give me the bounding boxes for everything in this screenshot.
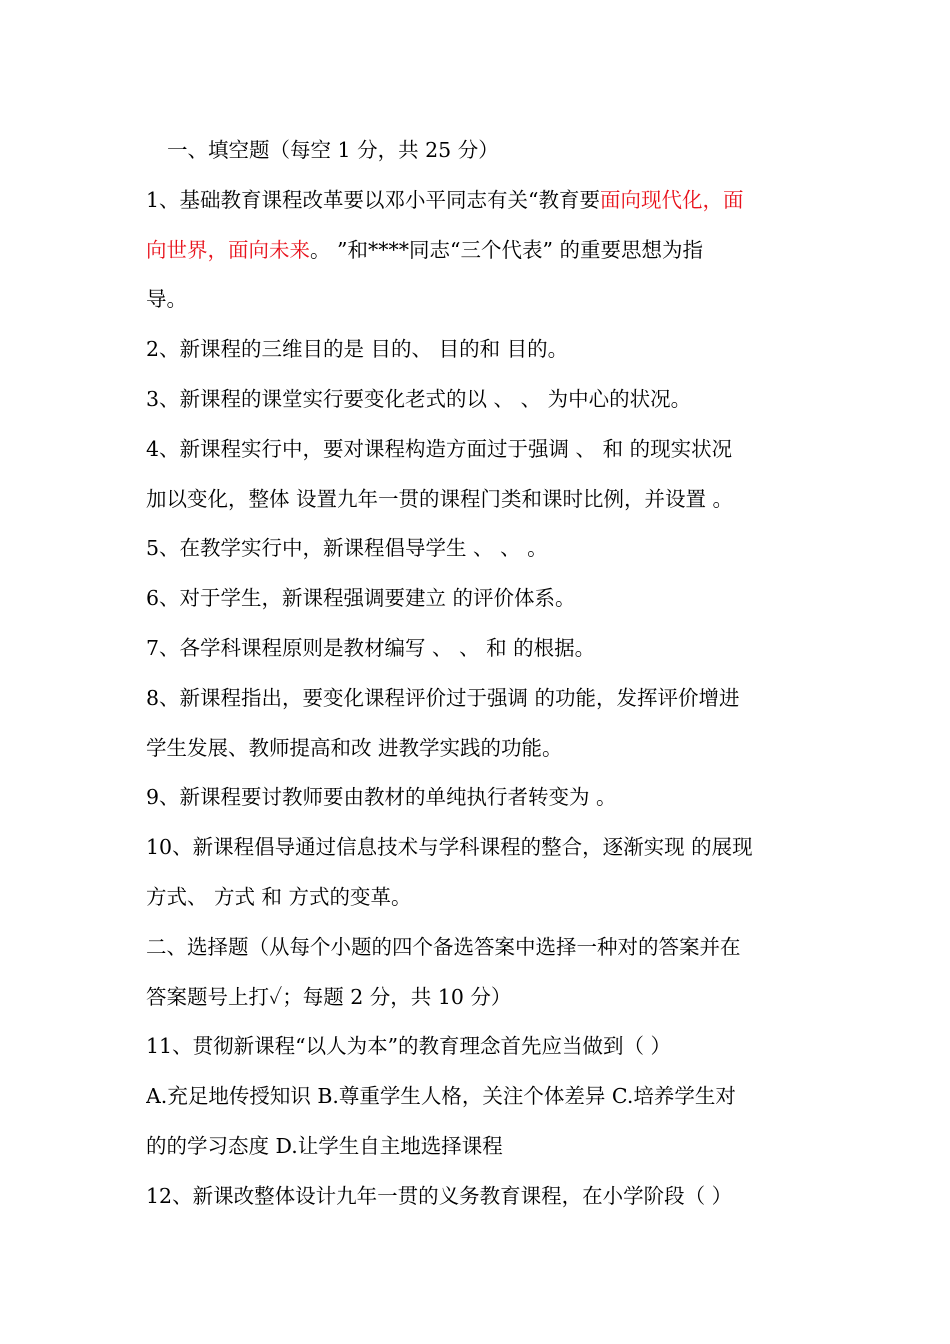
question-8-line-1: 8、新课程指出，要变化课程评价过于强调 的功能，发挥评价增进 [146,685,740,710]
question-1-text: 1、基础教育课程改革要以邓小平同志有关“教育要 [146,187,601,212]
question-1-line-3: 导。 [146,287,187,312]
question-1-highlight-cont: 向世界，面向未来 [146,237,310,262]
section-heading-fill-blank: 一、填空题（每空 1 分，共 25 分） [167,138,499,162]
exam-content [146,126,808,1222]
question-10-line-1: 10、新课程倡导通过信息技术与学科课程的整合，逐渐实现 的展现 [146,835,753,860]
question-1-text-cont: 。 ”和****同志“三个代表” 的重要思想为指 [310,237,703,262]
question-4-line-1: 4、新课程实行中，要对课程构造方面过于强调 、 和 的现实状况 [146,436,733,461]
section-heading-choice-line-1: 二、选择题（从每个小题的四个备选答案中选择一种对的答案并在 [146,934,741,959]
question-8-line-2: 学生发展、教师提高和改 进教学实践的功能。 [146,735,563,760]
question-5: 5、在教学实行中，新课程倡导学生 、 、 。 [146,536,548,561]
question-1-line-1 [146,176,808,226]
question-12-stem: 12、新课改整体设计九年一贯的义务教育课程，在小学阶段（ ） [146,1183,733,1208]
question-11-options-line-1: A.充足地传授知识 B.尊重学生人格，关注个体差异 C.培养学生对 [146,1084,736,1109]
question-11-stem: 11、贯彻新课程“以人为本”的教育理念首先应当做到（ ） [146,1034,672,1059]
section-heading-choice-line-2: 答案题号上打✓；每题 2 分，共 10 分） [146,984,512,1009]
question-7: 7、各学科课程原则是教材编写 、 、 和 的根据。 [146,635,596,660]
question-3: 3、新课程的课堂实行要变化老式的以 、 、 为中心的状况。 [146,386,692,411]
question-11-options-line-2: 的的学习态度 D.让学生自主地选择课程 [146,1133,503,1158]
question-1-highlight: 面向现代化，面 [600,187,744,212]
question-2: 2、新课程的三维目的是 目的、 目的和 目的。 [146,337,569,362]
question-9: 9、新课程要讨教师要由教材的单纯执行者转变为 。 [146,785,617,810]
question-1-line-2 [146,226,808,276]
question-10-line-2: 方式、 方式 和 方式的变革。 [146,884,412,909]
question-4-line-2: 加以变化，整体 设置九年一贯的课程门类和课时比例，并设置 。 [146,486,734,511]
question-6: 6、对于学生，新课程强调要建立 的评价体系。 [146,586,576,611]
